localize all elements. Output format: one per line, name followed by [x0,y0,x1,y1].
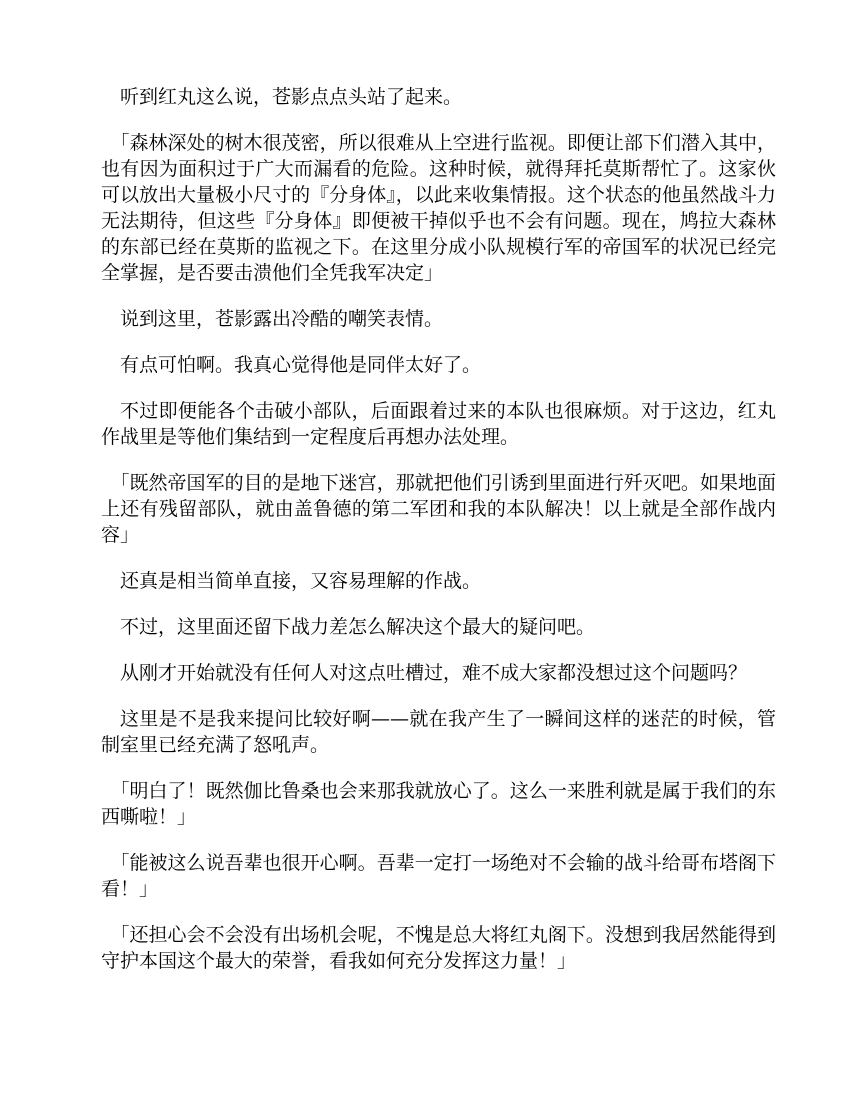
dialogue-paragraph: 「明白了！既然伽比鲁桑也会来那我就放心了。这么一来胜利就是属于我们的东西嘶啦！」 [101,780,776,828]
document-page [101,84,776,994]
paragraph: 有点可怕啊。我真心觉得他是同伴太好了。 [120,354,482,376]
paragraph: 还真是相当简单直接，又容易理解的作战。 [120,570,482,592]
dialogue-paragraph: 「既然帝国军的目的是地下迷宫，那就把他们引诱到里面进行歼灭吧。如果地面上还有残留部队，就由盖鲁德的第二军团和我的本队解决！以上就是全部作战内容」 [101,472,776,546]
dialogue-paragraph: 「森林深处的树木很茂密，所以很难从上空进行监视。即便让部下们潜入其中，也有因为面积过于广大而漏看的危险。这种时候，就得拜托莫斯帮忙了。这家伙可以放出大量极小尺寸的『分身体』，以此来收集情报。这个状态的他虽然战斗力无法期待，但这些『分身体』即便被干掉似乎也不会有问题。现在，鸠拉大森林的东部已经在莫斯的监视之下。在这里分成小队规模行军的帝国军的状况已经完全掌握，是否要击溃他们全凭我军决定」 [101,132,776,284]
paragraph: 不过，这里面还留下战力差怎么解决这个最大的疑问吧。 [120,616,596,638]
dialogue-paragraph: 「还担心会不会没有出场机会呢，不愧是总大将红丸阁下。没想到我居然能得到守护本国这个最大的荣誉，看我如何充分发挥这力量！」 [101,924,776,972]
dialogue-paragraph: 「能被这么说吾辈也很开心啊。吾辈一定打一场绝对不会输的战斗给哥布塔阁下看！」 [101,852,776,900]
paragraph: 这里是不是我来提问比较好啊——就在我产生了一瞬间这样的迷茫的时候，管制室里已经充满了怒吼声。 [101,708,776,756]
paragraph: 听到红丸这么说，苍影点点头站了起来。 [120,86,463,108]
paragraph: 不过即便能各个击破小部队，后面跟着过来的本队也很麻烦。对于这边，红丸作战里是等他们集结到一定程度后再想办法处理。 [101,400,776,448]
paragraph: 说到这里，苍影露出冷酷的嘲笑表情。 [120,308,444,330]
paragraph: 从刚才开始就没有任何人对这点吐槽过，难不成大家都没想过这个问题吗？ [120,662,748,684]
